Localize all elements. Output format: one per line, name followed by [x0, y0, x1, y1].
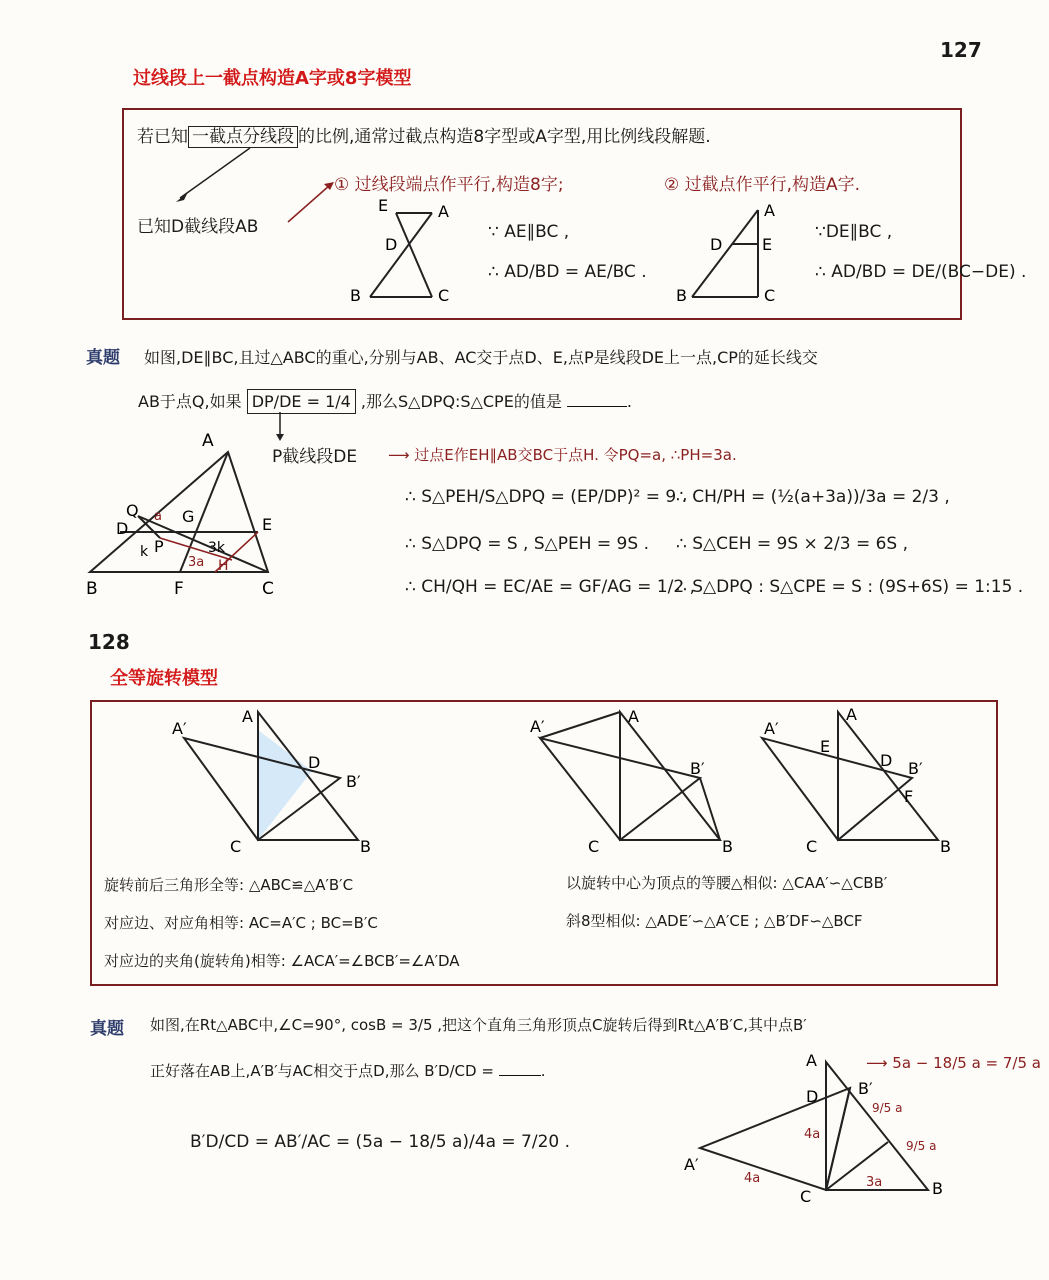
page-number-top: 127 [940, 38, 982, 62]
problem2-line2-text: 正好落在AB上,A′B′与AC相交于点D,那么 B′D/CD = [150, 1062, 494, 1080]
r2-label-b2: B′ [690, 759, 705, 778]
step-left-2: ∴ S△DPQ = S , S△PEH = 9S . [405, 534, 649, 554]
r3-label-f: F [904, 787, 914, 806]
p2-label-9-5a-2: 9/5 a [906, 1139, 937, 1153]
p1-label-c: C [262, 579, 274, 599]
problem1-hint-right: ⟶ 过点E作EH∥AB交BC于点H. 令PQ=a, ∴PH=3a. [388, 446, 737, 464]
problem2-tag: 真题 [90, 1019, 124, 1039]
r2-label-a2: A′ [530, 717, 545, 736]
p2-label-a: A [806, 1051, 817, 1070]
p2-label-c: C [800, 1187, 812, 1206]
figA-label-c: C [764, 286, 776, 305]
problem1-line1: 如图,DE∥BC,且过△ABC的重心,分别与AB、AC交于点D、E,点P是线段DE上一点,CP的延长线交 [144, 348, 818, 367]
method-2: ② 过截点作平行,构造A字. [664, 175, 861, 195]
note-left-1: 旋转前后三角形全等: △ABC≌△A′B′C [104, 876, 354, 894]
page-number-mid: 128 [88, 630, 130, 654]
problem1-ratio-boxed: DP/DE = 1/4 [247, 389, 356, 414]
r2-label-b: B [722, 837, 733, 856]
note-right-1: 以旋转中心为顶点的等腰△相似: △CAA′∽△CBB′ [566, 874, 888, 892]
figA-label-d: D [710, 235, 723, 254]
r1-label-b2: B′ [346, 772, 361, 791]
note-left-3: 对应边的夹角(旋转角)相等: ∠ACA′=∠BCB′=∠A′DA [104, 952, 460, 970]
figA-label-a: A [764, 201, 775, 220]
problem1-hint-left: P截线段DE [272, 447, 358, 467]
problem1-tag: 真题 [86, 348, 120, 368]
step-right-2: ∴ S△CEH = 9S × 2/3 = 6S , [676, 534, 909, 554]
r3-label-d: D [880, 751, 893, 770]
step-right-1: ∴ CH/PH = (½(a+3a))/3a = 2/3 , [676, 487, 950, 507]
problem2-solution: B′D/CD = AB′/AC = (5a − 18/5 a)/4a = 7/20 . [190, 1132, 571, 1152]
problem1-line2-suffix: ,那么S△DPQ:S△CPE的值是 [360, 392, 562, 411]
condition-1: ∵ AE∥BC , [488, 222, 570, 242]
note-right-2: 斜8型相似: △ADE′∽△A′CE ; △B′DF∽△BCF [566, 912, 863, 930]
p1-label-q: Q [126, 501, 139, 520]
intro-suffix: 的比例,通常过截点构造8字型或A字型,用比例线段解题. [298, 127, 711, 147]
fig8-label-b: B [350, 286, 361, 305]
condition-2: ∵DE∥BC , [815, 222, 893, 242]
step-left-3: ∴ CH/QH = EC/AE = GF/AG = 1/2 , [405, 577, 695, 597]
problem2-line2-end: . [540, 1062, 546, 1080]
right-triangle-abc [700, 1062, 928, 1190]
problem2-line1: 如图,在Rt△ABC中,∠C=90°, cosB = 3/5 ,把这个直角三角形顶点C旋转后得到Rt△A′B′C,其中点B′ [150, 1016, 807, 1034]
known-note: 已知D截线段AB [137, 217, 259, 237]
p1-label-g: G [182, 507, 195, 526]
p2-label-3a: 3a [866, 1175, 883, 1190]
p1-label-3a: 3a [188, 555, 205, 570]
p1-label-h: H [218, 558, 229, 574]
fig8-label-a: A [438, 202, 449, 221]
r2-label-a: A [628, 707, 639, 726]
p1-label-e: E [262, 515, 273, 534]
conclusion-2: ∴ AD/BD = DE/(BC−DE) . [815, 262, 1027, 282]
note-left-2: 对应边、对应角相等: AC=A′C ; BC=B′C [104, 914, 378, 932]
r3-label-b2: B′ [908, 759, 923, 778]
r2-label-c: C [588, 837, 600, 856]
problem2-annotation: ⟶ 5a − 18/5 a = 7/5 a [866, 1054, 1041, 1072]
r1-label-c: C [230, 837, 242, 856]
r3-label-e: E [820, 737, 831, 756]
step-right-3: ∴ S△DPQ : S△CPE = S : (9S+6S) = 1:15 . [676, 577, 1024, 597]
p2-label-4a-1: 4a [804, 1127, 821, 1142]
p2-label-d: D [806, 1087, 819, 1106]
p1-label-b: B [86, 579, 98, 599]
p1-label-p: P [154, 537, 164, 556]
fig8-label-c: C [438, 286, 450, 305]
r3-label-b: B [940, 837, 951, 856]
r1-label-a2: A′ [172, 719, 187, 738]
r1-label-b: B [360, 837, 371, 856]
figA-label-e: E [762, 235, 773, 254]
p1-label-d: D [116, 519, 129, 538]
p1-label-a-small: a [154, 509, 162, 524]
r1-label-a: A [242, 707, 253, 726]
problem1-line2-end: . [626, 392, 633, 411]
p2-label-a2: A′ [684, 1155, 699, 1174]
hint-right-text: 过点E作EH∥AB交BC于点H. 令PQ=a, ∴PH=3a. [414, 446, 737, 464]
r3-label-c: C [806, 837, 818, 856]
p1-label-k: k [140, 544, 149, 560]
step-left-1: ∴ S△PEH/S△DPQ = (EP/DP)² = 9 . [405, 487, 688, 507]
figA-label-b: B [676, 286, 687, 305]
section1-title: 过线段上一截点构造A字或8字模型 [133, 68, 412, 89]
fig8-label-d: D [385, 235, 398, 254]
conclusion-1: ∴ AD/BD = AE/BC . [488, 262, 647, 282]
p1-label-f: F [174, 579, 184, 599]
problem1-line2-prefix: AB于点Q,如果 [138, 392, 242, 411]
fig8-label-e: E [378, 196, 389, 215]
intro-boxed: 一截点分线段 [188, 126, 298, 148]
section2-title: 全等旋转模型 [110, 668, 218, 689]
p1-label-3k: 3k [208, 540, 226, 556]
p2-label-b: B [932, 1179, 943, 1198]
method-1: ① 过线段端点作平行,构造8字; [334, 175, 564, 195]
p1-label-a: A [202, 431, 214, 451]
annotation-text: 5a − 18/5 a = 7/5 a [892, 1054, 1041, 1072]
r3-label-a2: A′ [764, 719, 779, 738]
p2-label-9-5a-1: 9/5 a [872, 1101, 903, 1115]
intro-prefix: 若已知 [137, 127, 188, 147]
p2-label-4a-2: 4a [744, 1171, 761, 1186]
r3-label-a: A [846, 705, 857, 724]
r1-label-d: D [308, 753, 321, 772]
p2-label-b2: B′ [858, 1079, 873, 1098]
